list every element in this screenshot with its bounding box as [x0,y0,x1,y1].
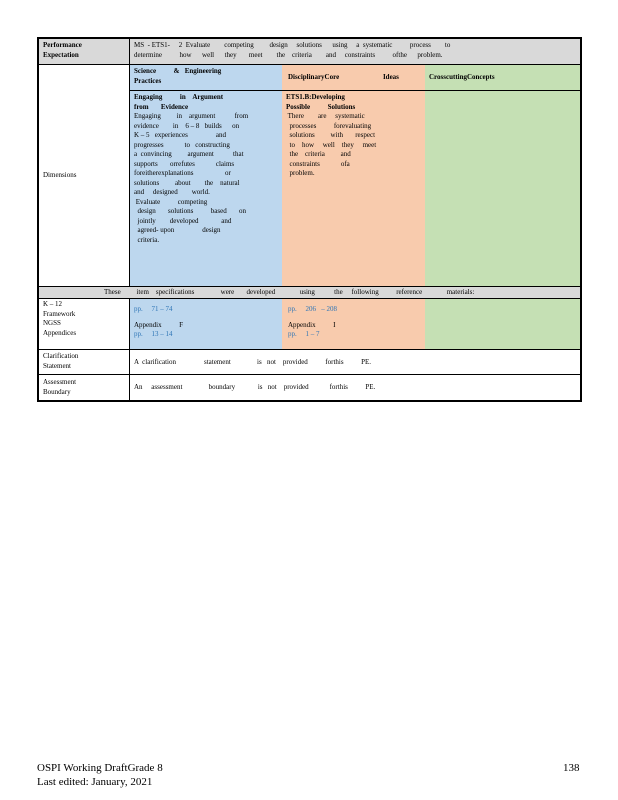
ref-sep-link-ngss[interactable]: pp. 13 – 14 [134,330,173,338]
ref-dci-link-ngss[interactable]: pp. 1 – 7 [288,330,320,338]
sep-header: Science & Engineering Practices [130,65,282,91]
cc-body [425,91,580,287]
ref-cc [425,299,580,350]
footer-draft: OSPI Working DraftGrade 8 [37,762,163,774]
sep-body: Engaging in Argument from Evidence Engaging in argument from evidence in 6 – 8 builds on K – 5 experiences and progresses to constructing a convincing argument that supports orrefutes claims foreitherexplanations or solutions about the natural and designed world. Evaluate competing design solutions based on jointly developed and agreed- upon design criteria. [130,91,282,287]
assess-text: An assessment boundary is not provided forthis PE. [134,383,376,391]
clar-text: A clarification statement is not provided forthis PE. [130,350,580,375]
dimensions-label: Dimensions [39,65,130,287]
pe-label: Performance Expectation [39,39,130,65]
cc-header: CrosscuttingConcepts [425,65,580,91]
clar-label: Clarification Statement [39,350,130,375]
dci-header: DisciplinaryCore Ideas [282,65,425,91]
ref-dci: pp. 206 – 208 Appendix I pp. 1 – 7 [282,299,425,350]
footer-edited: Last edited: January, 2021 [37,776,153,788]
ref-dci-link-framework[interactable]: pp. 206 – 208 [288,305,337,313]
ref-labels: K – 12 Framework NGSS Appendices [39,299,130,350]
page-number: 138 [563,762,580,774]
pe-text: MS - ETS1- 2 Evaluate competing design solutions using a systematic process to determine how well they meet the criteria and constraints ofthe problem. [130,39,580,65]
ref-sep-link-framework[interactable]: pp. 71 – 74 [134,305,173,313]
item-spec-table [37,37,582,402]
spec-note: These item specifications were developed using the following reference materials: [39,287,580,299]
assess-label: Assessment Boundary [39,375,130,400]
ref-sep: pp. 71 – 74 Appendix F pp. 13 – 14 [130,299,282,350]
dci-body: ETS1.B:Developing Possible Solutions There are systematic processes forevaluating solutions with respect to how well they meet the criteria and constraints ofa problem. [282,91,425,287]
